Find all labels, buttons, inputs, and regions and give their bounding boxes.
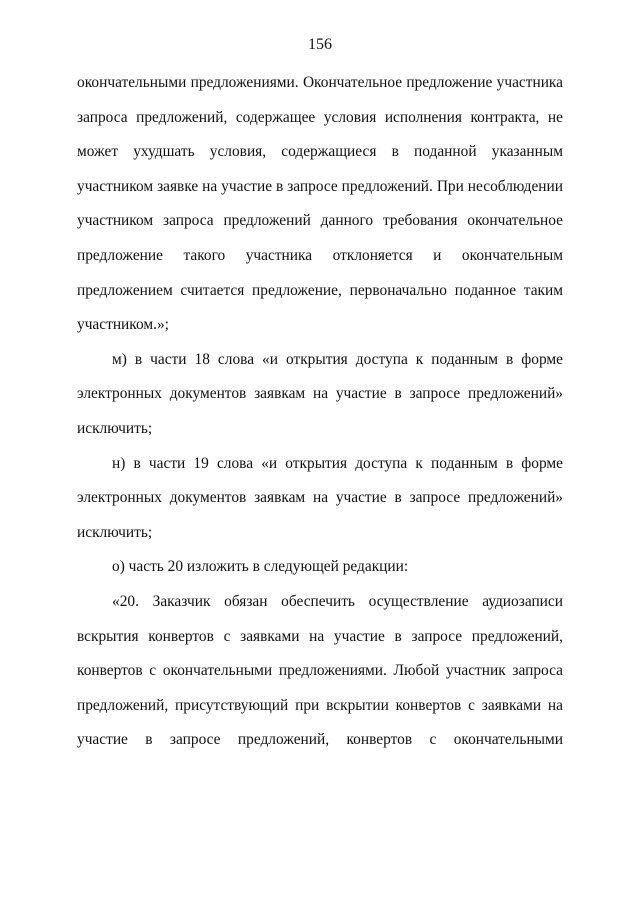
text-line: электронных документов заявкам на участие в запросе предложений» — [77, 385, 563, 403]
text-line: электронных документов заявкам на участие в запросе предложений» — [77, 489, 563, 507]
text-line: предложений, присутствующий при вскрытии конвертов с заявками на — [77, 696, 563, 714]
page-number: 156 — [308, 36, 332, 53]
text-line: н) в части 19 слова «и открытия доступа к поданным в форме — [112, 454, 563, 472]
text-line: может ухудшать условия, содержащиеся в поданной указанным — [77, 143, 563, 161]
document-body — [77, 66, 563, 758]
text-line: предложение такого участника отклоняется и окончательным — [77, 246, 563, 264]
text-line: запроса предложений, содержащее условия исполнения контракта, не — [77, 108, 563, 126]
text-line: участие в запросе предложений, конвертов с окончательными — [77, 731, 563, 749]
text-line: вскрытия конвертов с заявками на участие в запросе предложений, — [77, 627, 563, 645]
text-line: исключить; — [77, 419, 153, 437]
text-line: конвертов с окончательными предложениями. Любой участник запроса — [77, 662, 563, 680]
text-line: участником запроса предложений данного требования окончательное — [77, 212, 563, 230]
text-line: м) в части 18 слова «и открытия доступа к поданным в форме — [112, 350, 563, 368]
text-line: исключить; — [77, 523, 153, 541]
text-line: участником заявке на участие в запросе предложений. При несоблюдении — [77, 177, 563, 195]
text-line: о) часть 20 изложить в следующей редакции: — [112, 558, 409, 576]
text-line: «20. Заказчик обязан обеспечить осуществление аудиозаписи — [112, 592, 563, 610]
text-line: окончательными предложениями. Окончательное предложение участника — [77, 74, 563, 91]
text-line: участником.»; — [77, 316, 169, 334]
text-line: предложением считается предложение, первоначально поданное таким — [77, 281, 563, 299]
